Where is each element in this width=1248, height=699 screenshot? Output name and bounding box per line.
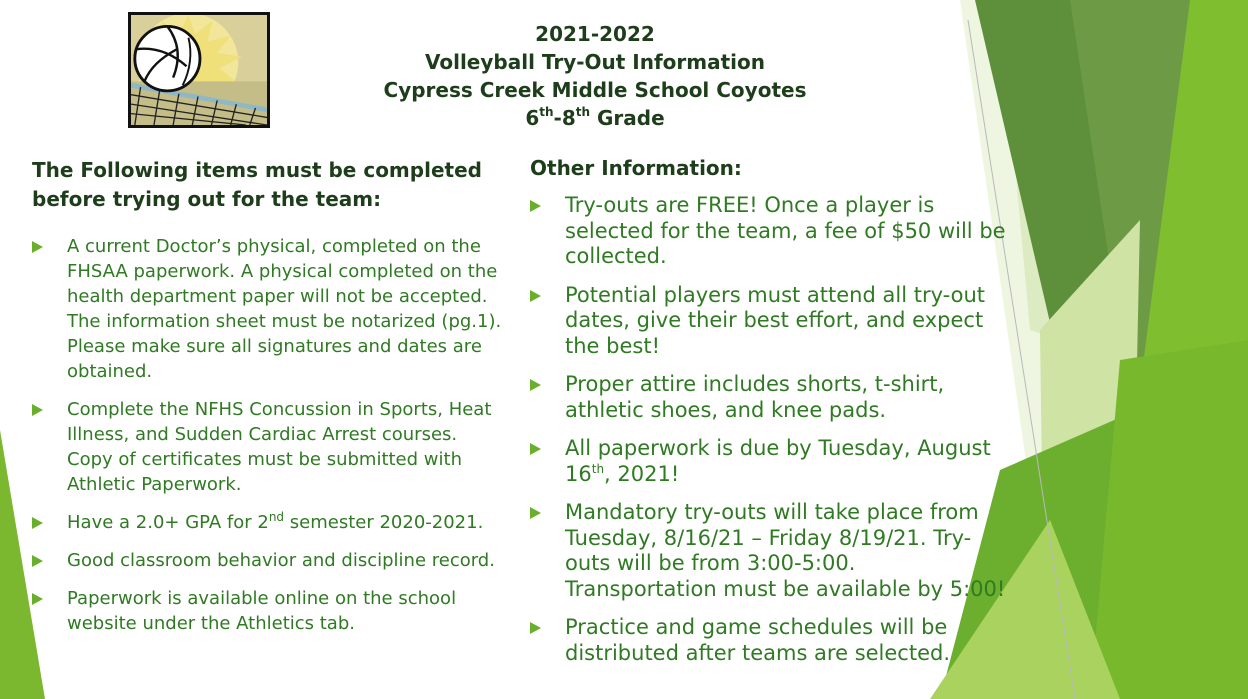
title-grade (330, 104, 860, 132)
requirements-heading: The Following items must be completed before trying out for the team: (32, 158, 482, 211)
volleyball-icon (135, 26, 200, 90)
triangle-arrow-icon (32, 517, 43, 529)
grade-end: -8 (553, 106, 576, 130)
list-item: Potential players must attend all try-out dates, give their best effort, and expect the best! (530, 283, 1010, 360)
other-info-column (530, 154, 1010, 679)
other-info-list (530, 193, 1010, 666)
grade-start: 6 (525, 106, 540, 130)
list-item: Have a 2.0+ GPA for 2nd semester 2020-2021. (32, 510, 502, 535)
triangle-arrow-icon (32, 404, 43, 416)
list-item: Paperwork is available online on the school website under the Athletics tab. (32, 586, 502, 636)
slide-title (330, 20, 860, 132)
title-year: 2021-2022 (535, 22, 655, 46)
triangle-arrow-icon (530, 379, 541, 391)
list-item: Practice and game schedules will be distributed after teams are selected. (530, 615, 1010, 666)
volleyball-net-clipart (128, 12, 270, 128)
title-school: Cypress Creek Middle School Coyotes (383, 78, 807, 102)
grade-start-suffix: th (539, 105, 554, 120)
list-item: Complete the NFHS Concussion in Sports, Heat Illness, and Sudden Cardiac Arrest courses. Copy of certificates must be submitted with Athletic Paperwork. (32, 397, 502, 497)
grade-end-suffix: th (575, 105, 591, 120)
triangle-arrow-icon (530, 443, 541, 455)
list-item: Proper attire includes shorts, t-shirt, athletic shoes, and knee pads. (530, 372, 1010, 423)
triangle-arrow-icon (530, 200, 541, 212)
list-item: Mandatory try-outs will take place from Tuesday, 8/16/21 – Friday 8/19/21. Try-outs will be from 3:00-5:00. Transportation must be available by 5:00! (530, 500, 1010, 602)
list-item: Good classroom behavior and discipline record. (32, 548, 502, 573)
list-item: A current Doctor’s physical, completed on the FHSAA paperwork. A physical completed on the health department paper will not be accepted. The information sheet must be notarized (pg.1). Please make sure all signatures and dates are obtained. (32, 234, 502, 384)
requirements-list (32, 234, 502, 636)
triangle-arrow-icon (530, 290, 541, 302)
list-item: Try-outs are FREE! Once a player is selected for the team, a fee of $50 will be collected. (530, 193, 1010, 270)
other-info-heading: Other Information: (530, 156, 742, 180)
triangle-arrow-icon (32, 241, 43, 253)
triangle-arrow-icon (32, 555, 43, 567)
requirements-column (32, 156, 502, 649)
triangle-arrow-icon (530, 622, 541, 634)
grade-label: Grade (590, 106, 665, 130)
triangle-arrow-icon (530, 507, 541, 519)
triangle-arrow-icon (32, 593, 43, 605)
title-event: Volleyball Try-Out Information (424, 50, 766, 74)
list-item: All paperwork is due by Tuesday, August 16th, 2021! (530, 436, 1010, 487)
